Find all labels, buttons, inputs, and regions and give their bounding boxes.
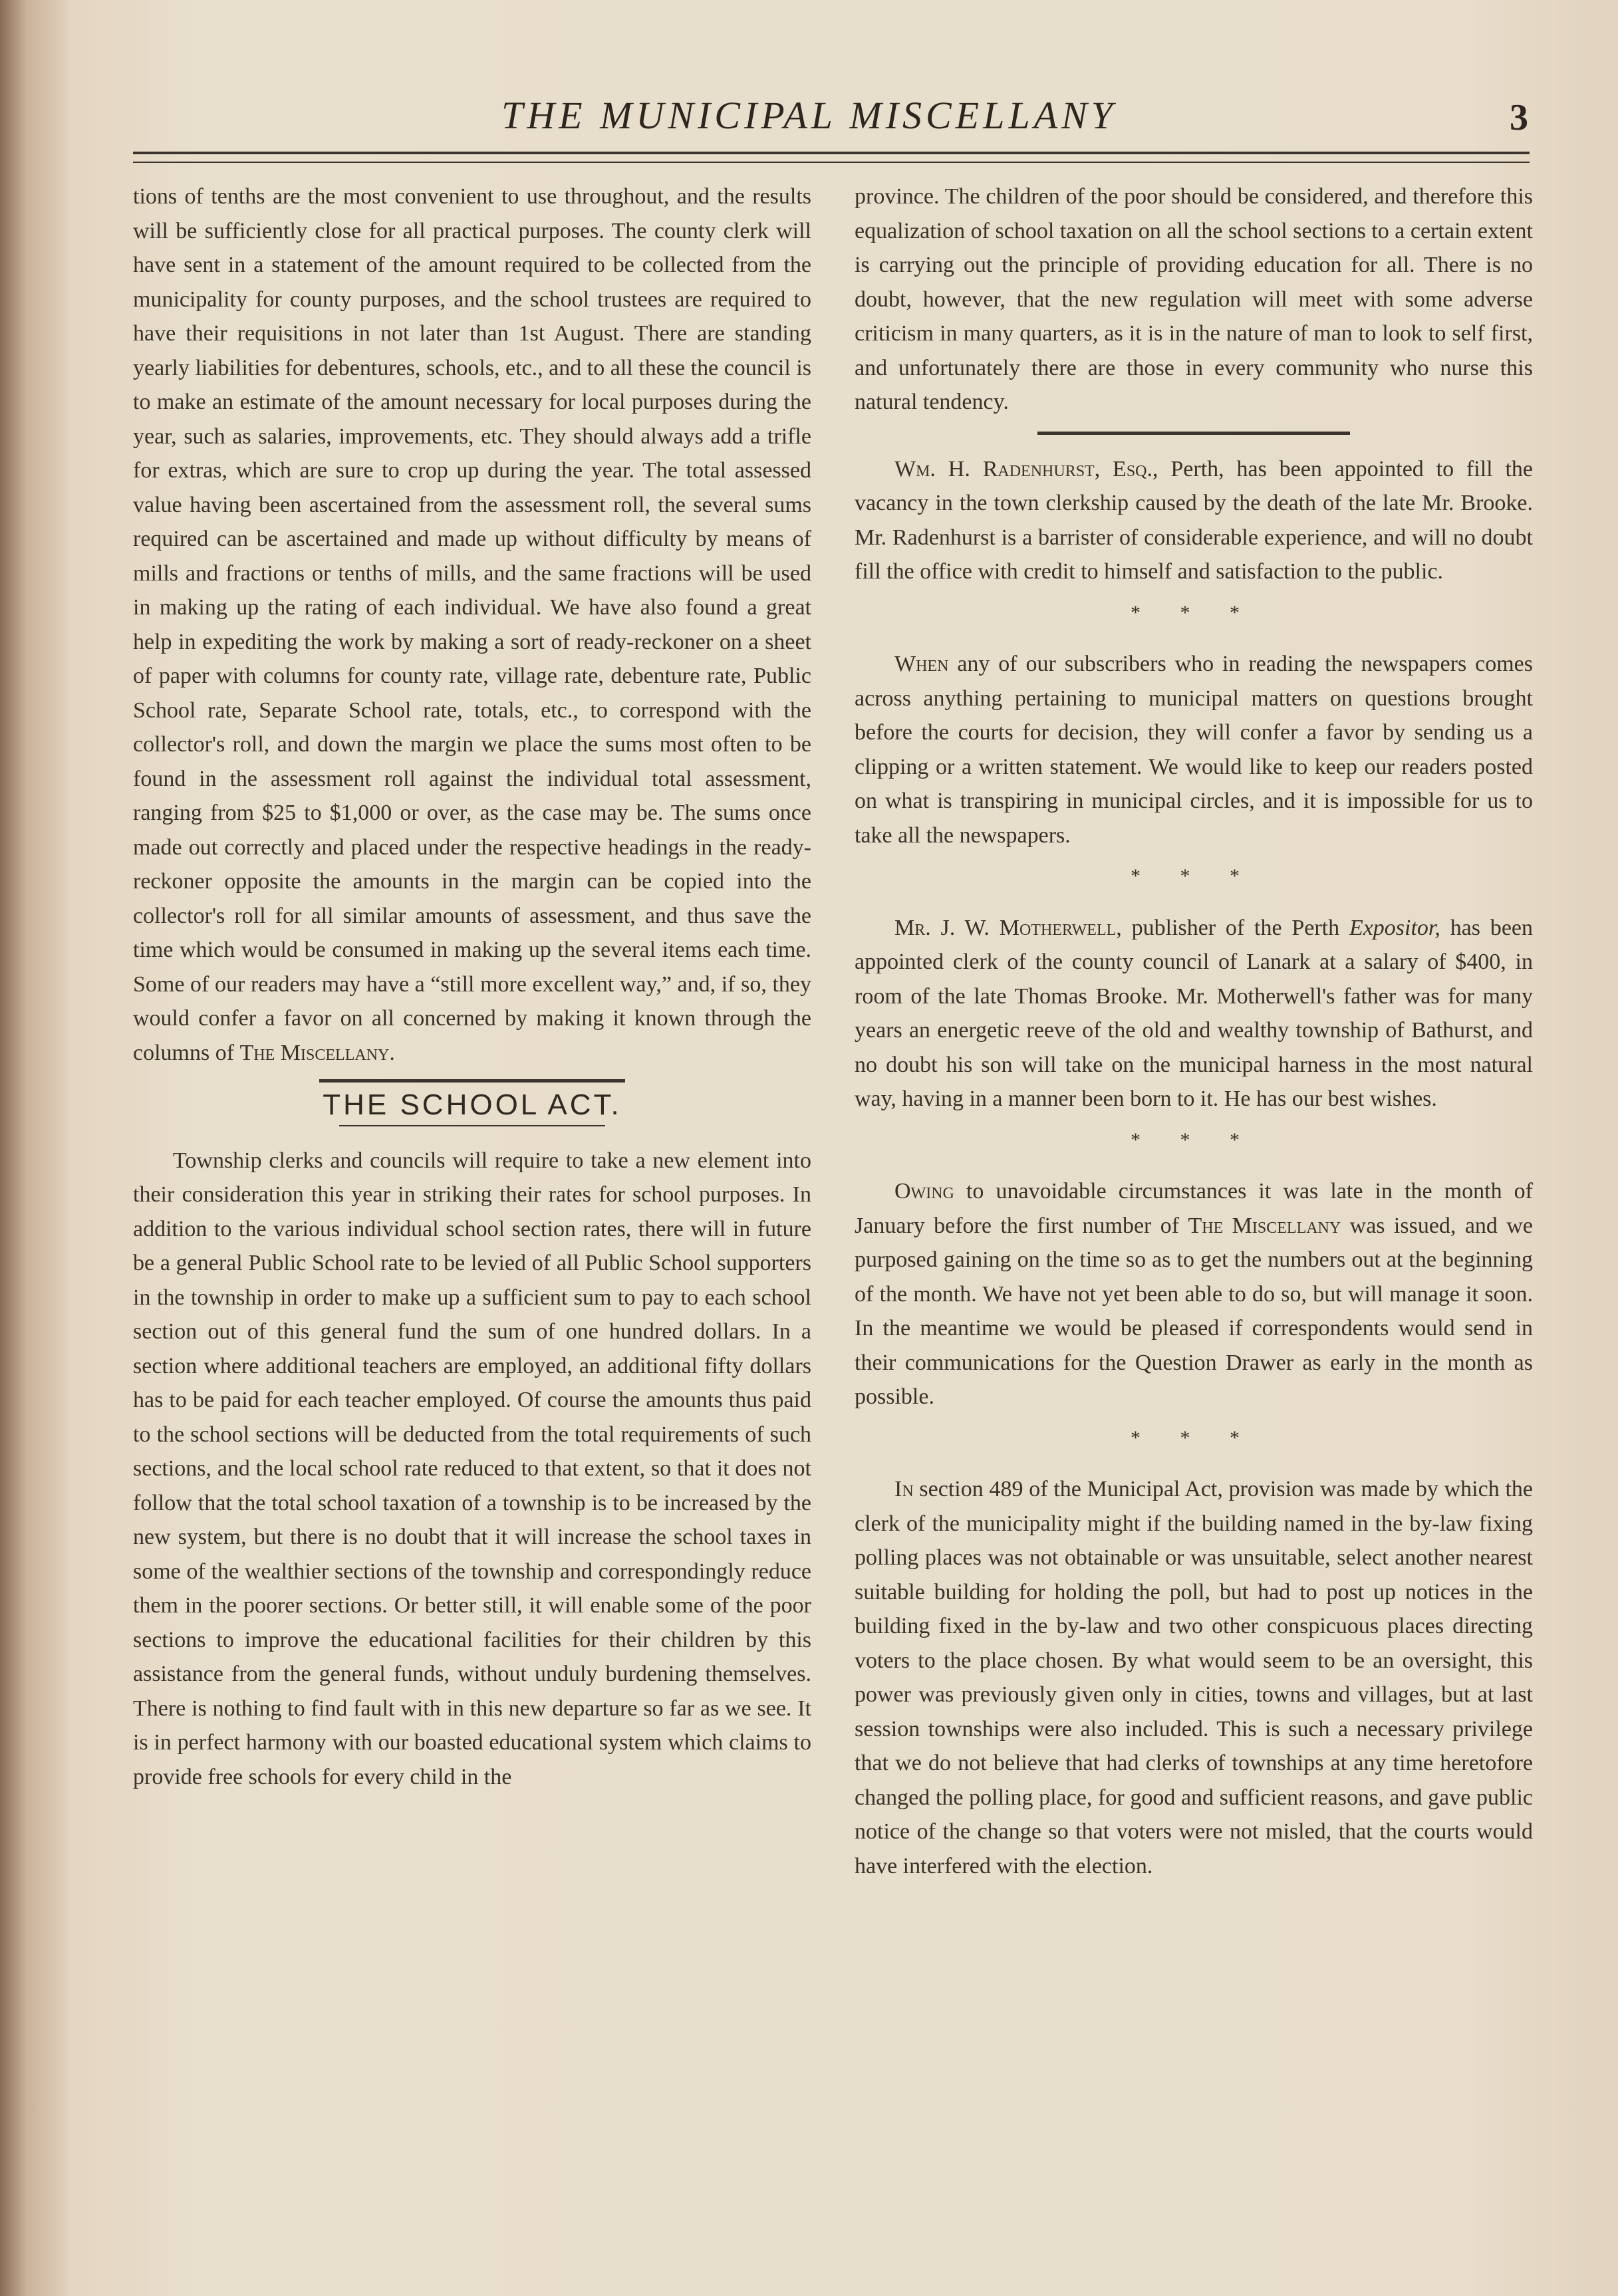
item-subscribers-text: any of our subscribers who in reading the newspapers comes across anything pertaining to municipal matters on questions brought before the courts for decision, they will confer a favor by sending us a clipping or a written statement. We would like to keep our readers posted on what is transpiring in municipal circles, and it is impossible for us to take all the newspapers. (855, 652, 1533, 848)
item-radenhurst (855, 452, 1533, 589)
article-school-act: Township clerks and councils will require to take a new element into their consideration this year in striking their rates for school purposes. In addition to the various individual school section rates, there will in future be a general Public School rate to be levied of all Public School supporters in the township in order to make up a sufficient sum to pay to each school section out of this general fund the sum of one hundred dollars. In a section where additional teachers are employed, an additional fifty dollars has to be paid for each teacher employed. Of course the amounts thus paid to the school sections will be deducted from the total requirements of such sections, and the local school rate reduced to that extent, so that it does not follow that the total school taxation of a township is to be increased by the new system, but there is no doubt that it will increase the school taxes in some of the wealthier sections of the township and correspondingly reduce them in the poorer sections. Or better still, it will enable some of the poor sections to improve the educational facilities for their children by this assistance from the general funds, without unduly burdening themselves. There is nothing to find fault with in this new departure so far as we see. It is in perfect harmony with our boasted educational system which claims to provide free schools for every child in the (133, 1148, 811, 1789)
miscellany-name: The Miscellany. (239, 1040, 395, 1065)
section-title-school-act: THE SCHOOL ACT. (323, 1088, 622, 1121)
item-radenhurst-text: , Perth, has been appointed to fill the vacancy in the town clerkship caused by the death of the late Mr. Brooke. Mr. Radenhurst is a barrister of considerable experience, and will no doubt fill the office with credit to himself and satisfaction to the public. (855, 456, 1533, 584)
right-column (855, 180, 1533, 1883)
miscellany-name: The Miscellany (1188, 1213, 1341, 1238)
spacer (855, 435, 1533, 452)
item-motherwell-text-a: publisher of the Perth (1121, 915, 1349, 940)
asterism: * * * (1131, 865, 1257, 887)
item-section-489 (855, 1472, 1533, 1883)
asterism: * * * (1131, 1128, 1257, 1151)
item-motherwell-text-b: has been appointed clerk of the county council of Lanark at a salary of $400, in room of the late Thomas Brooke. Mr. Motherwell's father was for many years an energetic reeve of the old and wealthy township of Bathurst, and no doubt his son will take on the municipal harness in the most natural way, having in a manner been born to it. He has our best wishes. (855, 915, 1533, 1111)
item-section-489-lead: In (894, 1477, 914, 1501)
header-rule-thin (133, 162, 1530, 163)
asterism: * * * (1131, 1426, 1257, 1449)
item-owing-text-b: was issued, and we purposed gaining on the time so as to get the numbers out at the beginning of the month. We have not yet been able to do so, but will manage it soon. In the meantime we would be pleased if correspondents would send in their communications for the Question Drawer as early in the month as possible. (855, 1213, 1533, 1409)
item-radenhurst-lead: Wm. H. Radenhurst, Esq. (894, 456, 1153, 481)
item-motherwell (855, 911, 1533, 1116)
item-subscribers (855, 647, 1533, 852)
article-ready-reckoner-text: tions of tenths are the most convenient to use throughout, and the results will be sufficiently close for all practical purposes. The county clerk will have sent in a statement of the amount required to be collected from the municipality for county purposes, and the school trustees are required to have their requisitions in not later than 1st August. There are standing yearly liabilities for debentures, schools, etc., and to all these the council is to make an estimate of the amount necessary for local purposes during the year, such as salaries, improvements, etc. They should always add a trifle for extras, which are sure to crop up during the year. The total assessed value having been ascertained from the assessment roll, the several sums required can be ascertained and made up without difficulty by means of mills and fractions or tenths of mills, and the same fractions will be used in making up the rating of each individual. We have also found a great help in expediting the work by making a sort of ready-reckoner on a sheet of paper with columns for county rate, village rate, debenture rate, Public School rate, Separate School rate, totals, etc., to correspond with the collector's roll, and down the margin we place the sums most often to be found in the assessment roll against the individual total assessment, ranging from $25 to $1,000 or over, as the case may be. The sums once made out correctly and placed under the respective headings in the ready-reckoner opposite the amounts in the margin can be copied into the collector's roll for all similar amounts of assessment, and thus save the time which would be consumed in making up the several items each time. Some of our readers may have a “still more excellent way,” and, if so, they would confer a favor on all concerned by making it known through the columns of (133, 184, 811, 1065)
item-motherwell-lead: Mr. J. W. Motherwell, (894, 915, 1122, 940)
item-owing (855, 1174, 1533, 1414)
expositor-name: Expositor, (1349, 915, 1440, 940)
item-owing-text-a: to unavoidable circumstances it was late in the month of January before the first number of (855, 1179, 1533, 1238)
spacer (133, 1126, 811, 1144)
page-number: 3 (1510, 97, 1528, 138)
left-column (133, 180, 811, 1794)
item-owing-lead: Owing (894, 1179, 954, 1204)
article-school-act-continued: province. The children of the poor should be considered, and therefore this equalization of school taxation on all the school sections to a certain extent is carrying out the principle of providing education for all. There is no doubt, however, that the new regulation will meet with some adverse criticism in many quarters, as it is in the nature of man to look to self first, and unfortunately there are those in every community who nurse this natural tendency. (855, 184, 1533, 414)
article-ready-reckoner (133, 180, 811, 1070)
item-subscribers-lead: When (894, 652, 949, 676)
header-rule-thick (133, 152, 1530, 154)
section-rule-top (319, 1079, 625, 1083)
asterism: * * * (1131, 601, 1257, 624)
item-section-489-text: section 489 of the Municipal Act, provision was made by which the clerk of the municipality might if the building named in the by-law fixing polling places was not obtainable or was unsuitable, select another nearest suitable building for holding the poll, but had to post up notices in the building fixed in the by-law and two other conspicuous places directing voters to the place chosen. By what would seem to be an oversight, this power was previously given only in cities, towns and villages, but at last session townships were also included. This is such a necessary privilege that we do not believe that had clerks of townships at any time heretofore changed the polling place, for good and sufficient reasons, and gave public notice of the change so that voters were not misled, that the courts would have interfered with the election. (855, 1477, 1533, 1878)
running-head-title: THE MUNICIPAL MISCELLANY (501, 94, 1117, 137)
